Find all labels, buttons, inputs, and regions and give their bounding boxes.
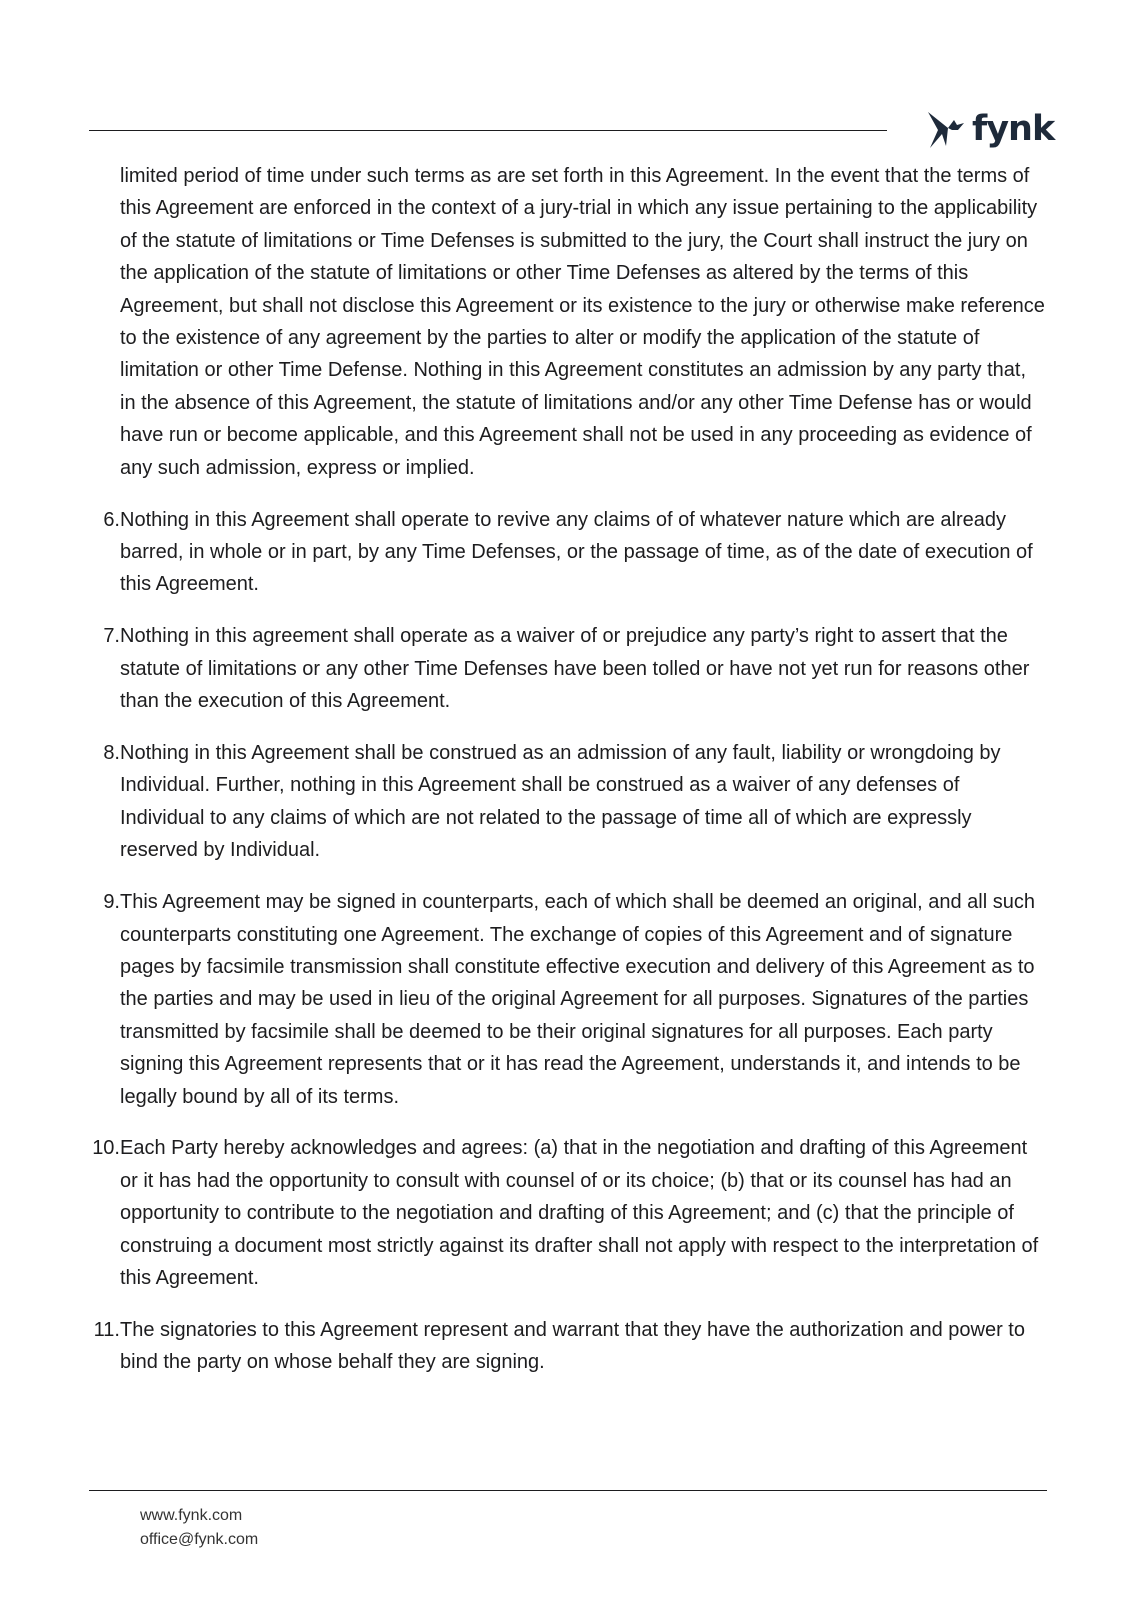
item-number: 7. [103, 625, 120, 648]
item-text: Nothing in this agreement shall operate as a waiver of or prejudice any party’s right to assert that the statute of limitations or any other Time Defenses have been tolled or have not yet run for reasons other than the execution of this Agreement. [120, 625, 1030, 713]
footer-email[interactable]: office@fynk.com [140, 1531, 259, 1548]
bird-icon [924, 106, 970, 152]
list-item [89, 1314, 1047, 1379]
header-rule [89, 130, 887, 131]
fynk-logo [924, 104, 1054, 154]
item-number: 8. [103, 742, 120, 764]
document-body [89, 160, 1047, 1398]
continuation-paragraph: limited period of time under such terms as are set forth in this Agreement. In the event that the terms of this Agreement are enforced in the context of a jury-trial in which any issue pertaining to the applicability of the statute of limitations or Time Defenses is submitted to the jury, the Court shall instruct the jury on the application of the statute of limitations or other Time Defenses as altered by the terms of this Agreement, but shall not disclose this Agreement or its existence to the jury or otherwise make reference to the existence of any agreement by the parties to alter or modify the application of the statute of limitation or other Time Defense. Nothing in this Agreement constitutes an admission by any party that, in the absence of this Agreement, the statute of limitations and/or any other Time Defense has or would have run or become applicable, and this Agreement shall not be used in any proceeding as evidence of any such admission, express or implied. [120, 165, 1045, 479]
item-number: 10. [92, 1137, 120, 1160]
item-text: This Agreement may be signed in counterparts, each of which shall be deemed an original, and all such counterparts constituting one Agreement. The exchange of copies of this Agreement and of signature pages by facsimile transmission shall constitute effective execution and delivery of this Agreement as to the parties and may be used in lieu of the original Agreement for all purposes. Signatures of the parties transmitted by facsimile shall be deemed to be their original signatures for all purposes. Each party signing this Agreement represents that or it has read the Agreement, understands it, and intends to be legally bound by all of its terms. [120, 891, 1035, 1108]
item-text: Nothing in this Agreement shall be construed as an admission of any fault, liability or wrongdoing by Individual. Further, nothing in this Agreement shall be construed as a waiver of any defenses of Individual to any claims of which are not related to the passage of time all of which are expressly reserved by Individual. [120, 742, 1001, 862]
footer-rule [89, 1490, 1047, 1491]
list-item [89, 737, 1047, 867]
list-item [89, 504, 1047, 601]
item-text: Each Party hereby acknowledges and agrees: (a) that in the negotiation and drafting of this Agreement or it has had the opportunity to consult with counsel of or its choice; (b) that or its counsel has had an opportunity to contribute to the negotiation and drafting of this Agreement; and (c) that the principle of construing a document most strictly against its drafter shall not apply with respect to the interpretation of this Agreement. [120, 1137, 1039, 1290]
item-number: 11. [93, 1319, 120, 1341]
item-number: 6. [103, 508, 120, 531]
item-text: The signatories to this Agreement represent and warrant that they have the authorization and power to bind the party on whose behalf they are signing. [120, 1319, 1025, 1374]
item-number: 9. [103, 891, 120, 914]
brand-wordmark: fynk [972, 108, 1055, 149]
footer [140, 1504, 258, 1552]
footer-website[interactable]: www.fynk.com [140, 1507, 243, 1524]
item-text: Nothing in this Agreement shall operate to revive any claims of of whatever nature which are already barred, in whole or in part, by any Time Defenses, or the passage of time, as of the date of execution of this Agreement. [120, 508, 1033, 596]
list-item [89, 886, 1047, 1113]
list-item [89, 1132, 1047, 1294]
list-item [89, 620, 1047, 717]
